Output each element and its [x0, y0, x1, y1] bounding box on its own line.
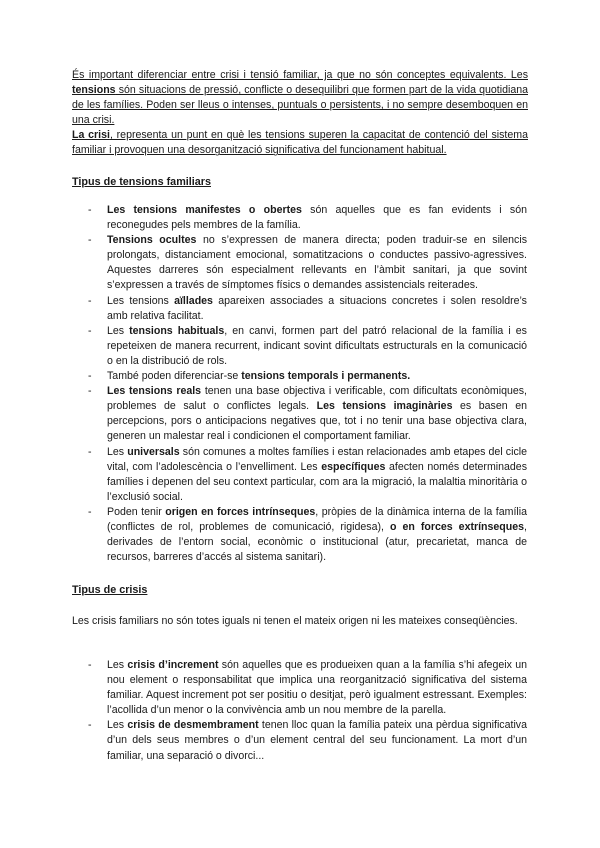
- crisis-intro: Les crisis familiars no són totes iguals ni tenen el mateix origen ni les mateixes conseqüències.: [72, 615, 518, 627]
- bullet-dash: -: [88, 445, 92, 458]
- item-text: tenen lloc quan la família pateix una pèrdua significativa d’un dels seus membres o d’un element central del seu funcionament. La mort d’un familiar, una separació o divorci...: [107, 719, 527, 762]
- intro-text-rest: són situacions de pressió, conflicte o desequilibri que formen part de la vida quotidiana de les famílies. Poden ser lleus o intenses, puntuals o persistents, i no sempre desemboquen en una crisi.: [72, 84, 528, 127]
- item-bold: origen en forces intrínseques: [165, 505, 316, 518]
- bullet-dash: -: [88, 234, 92, 247]
- item-bold: universals: [127, 445, 180, 458]
- item-text: es basen en percepcions, pors o anticipacions negatives que, tot i no tenir una base objectiva clara, generen un malestar real i condicionen el comportament familiar.: [107, 400, 527, 443]
- intro-text: És important diferenciar entre crisi i tensió familiar, ja que no són conceptes equivalents. Les: [72, 69, 528, 81]
- item-text: , derivades de l’entorn social, econòmic o institucional (atur, precarietat, manca de recursos, barreres d’accés al sistema sanitari).: [107, 520, 527, 564]
- item-bold: crisis d’increment: [127, 659, 219, 671]
- item-text: són aquelles que es fan evidents i són reconegudes pels membres de la família.: [107, 204, 527, 232]
- intro-paragraph-crisi: [72, 128, 528, 158]
- item-bold: Tensions ocultes: [107, 234, 197, 247]
- intro-section: [72, 68, 528, 159]
- item-text: tenen una base objectiva i verificable, com dificultats econòmiques, problemes de salut o conflictes legals.: [107, 385, 527, 413]
- heading-tensions: Tipus de tensions familiars: [72, 176, 211, 188]
- heading-crisis: Tipus de crisis: [72, 584, 148, 596]
- list-item: [88, 505, 527, 565]
- intro-bold-tensions: tensions: [72, 84, 116, 97]
- intro-paragraph-tensions: [72, 68, 528, 128]
- item-bold: Les tensions imaginàries: [316, 400, 453, 413]
- list-item: [88, 203, 527, 233]
- bullet-dash: -: [88, 370, 92, 383]
- intro-crisi-text: , representa un punt en què les tensions superen la capacitat de contenció del sistema familiar i provoquen una desorganització significativa del funcionament habitual.: [72, 129, 528, 157]
- item-text: Poden tenir: [107, 505, 166, 518]
- item-bold: tensions habituals: [129, 324, 225, 337]
- item-bold: tensions temporals i permanents.: [241, 370, 411, 383]
- bullet-dash: -: [88, 324, 92, 337]
- item-text: , pròpies de la dinàmica interna de la família (conflictes de rol, problemes de comunicació, rigidesa),: [107, 505, 527, 533]
- item-text: Les: [107, 445, 128, 458]
- list-item: [88, 658, 527, 718]
- bullet-dash: -: [88, 385, 92, 398]
- list-item: [88, 233, 528, 293]
- item-bold: Les tensions manifestes o obertes: [107, 204, 302, 216]
- item-text: són aquelles que es produeixen quan a la família s’hi afegeix un nou element o responsabilitat que implica una reorganització significativa del sistema familiar. Aquest increment pot ser positiu o desitjat, però igualment estressant. Exemples: l’acollida d’un menor o la convivència amb un nou membre de la parella.: [107, 659, 527, 717]
- item-text: Les: [107, 659, 128, 671]
- bullet-dash: -: [88, 719, 92, 732]
- item-text: , en canvi, formen part del patró relacional de la família i es repeteixen de manera recurrent, indicant sovint dificultats estructurals en la comunicació o en la distribució de rols.: [107, 324, 527, 367]
- bullet-dash: -: [88, 294, 92, 307]
- item-text: Les: [107, 324, 130, 337]
- tensions-list: [88, 203, 528, 565]
- bullet-dash: -: [88, 204, 92, 216]
- list-item: [88, 324, 527, 369]
- item-text: Les tensions: [107, 294, 175, 307]
- item-text: no s’expressen de manera directa; poden traduir-se en silencis prolongats, distanciament emocional, somatitzacions o conductes passivo-agressives. Aquestes darreres són especialment rellevants en l’àmbit sanitari, ja que sovint s’expressen a través de símptomes físics o demandes assistencials reiterades.: [107, 234, 528, 292]
- item-bold: específiques: [321, 460, 386, 473]
- crisis-list: [88, 658, 527, 764]
- item-text: Les: [107, 719, 128, 732]
- list-item: [88, 445, 527, 505]
- bullet-dash: -: [88, 659, 92, 671]
- item-bold: Les tensions reals: [107, 385, 202, 398]
- item-bold: aïllades: [174, 294, 213, 307]
- item-bold: crisis de desmembrament: [127, 719, 259, 732]
- item-bold: o en forces extrínseques: [389, 520, 525, 533]
- list-item: [88, 369, 527, 384]
- bullet-dash: -: [88, 505, 92, 518]
- item-text: són comunes a moltes famílies i estan relacionades amb etapes del cicle vital, com l’adolescència o l’envelliment. Les: [107, 445, 527, 473]
- item-text: apareixen associades a situacions concretes i solen resoldre’s amb relativa facilitat.: [107, 294, 527, 322]
- list-item: [88, 384, 527, 444]
- list-item: [88, 718, 527, 763]
- list-item: [88, 294, 527, 324]
- item-text: afecten només determinades famílies i depenen del seu context particular, com ara la migració, la malaltia minoritària o l’exclusió social.: [107, 460, 527, 503]
- item-text: També poden diferenciar-se: [107, 370, 242, 383]
- intro-bold-crisi: La crisi: [72, 129, 110, 142]
